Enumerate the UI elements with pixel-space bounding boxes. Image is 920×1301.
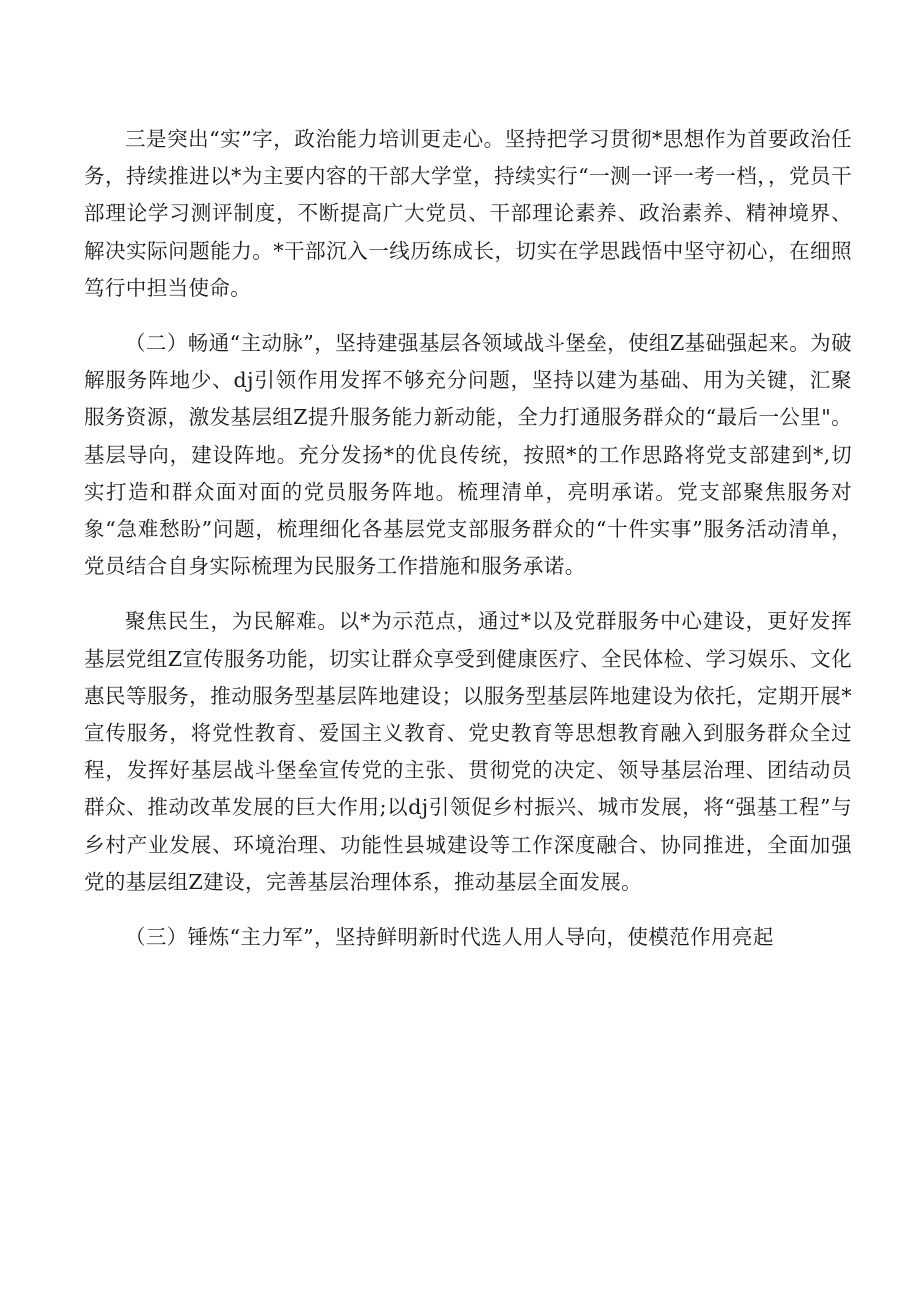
paragraph-section-three: （三）锤炼“主力军”，坚持鲜明新时代选人用人导向，使模范作用亮起 xyxy=(125,925,774,950)
paragraph-political-training: 三是突出“实”字，政治能力培训更走心。坚持把学习贯彻*思想作为首要政治任务，持续推进以*为主要内容的干部大学堂，持续实行“一测一评一考一档，，党员干部理论学习测评制度，不断提高广大党员、干部理论素养、政治素养、精神境界、解决实际问题能力。*干部沉入一线历练成长，切实在学思践悟中坚守初心，在细照笃行中担当使命。 xyxy=(84,127,852,300)
paragraph-livelihood: 聚焦民生，为民解难。以*为示范点，通过*以及党群服务中心建设，更好发挥基层党组Z宣传服务功能，切实让群众享受到健康医疗、全民体检、学习娱乐、文化惠民等服务，推动服务型基层阵地建设；以服务型基层阵地建设为依托，定期开展*宣传服务，将党性教育、爱国主义教育、党史教育等思想教育融入到服务群众全过程，发挥好基层战斗堡垒宣传党的主张、贯彻党的决定、领导基层治理、团结动员群众、推动改革发展的巨大作用;以dj引领促乡村振兴、城市发展，将“强基工程”与乡村产业发展、环境治理、功能性县城建设等工作深度融合、协同推进，全面加强党的基层组Z建设，完善基层治理体系，推动基层全面发展。 xyxy=(84,609,852,894)
document-body xyxy=(84,121,852,974)
paragraph-section-two: （二）畅通“主动脉”，坚持建强基层各领域战斗堡垒，使组Z基础强起来。为破解服务阵地少、dj引领作用发挥不够充分问题，坚持以建为基础、用为关键，汇聚服务资源，激发基层组Z提升服务能力新动能，全力打通服务群众的“最后一公里"。基层导向，建设阵地。充分发扬*的优良传统，按照*的工作思路将党支部建到*,切实打造和群众面对面的党员服务阵地。梳理清单，亮明承诺。党支部聚焦服务对象“急难愁盼”问题，梳理细化各基层党支部服务群众的“十件实事”服务活动清单，党员结合自身实际梳理为民服务工作措施和服务承诺。 xyxy=(84,331,852,579)
